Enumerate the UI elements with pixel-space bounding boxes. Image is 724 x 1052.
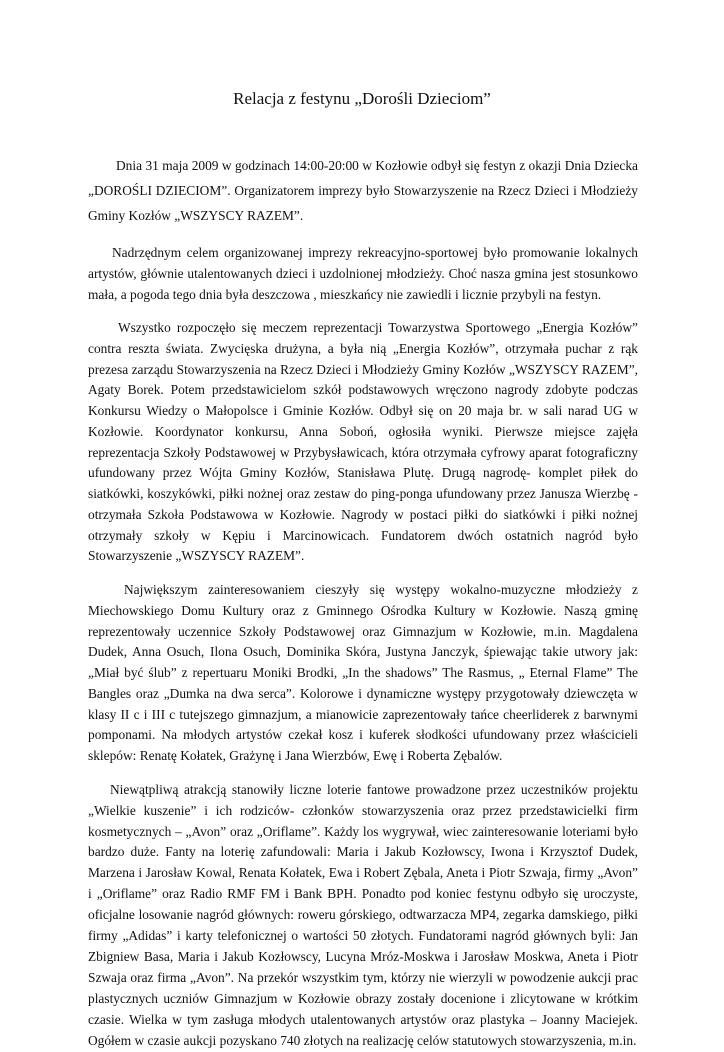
paragraph-lotteries-text: Niewątpliwą atrakcją stanowiły liczne loterie fantowe prowadzone przez uczestników projektu „Wielkie kuszenie” i ich rodziców- członków stowarzyszenia oraz przez przedstawicielki firm kosmetycznych – „Avon” oraz „Oriflame”. Każdy los wygrywał, wiec zainteresowanie loteriami było bardzo duże. Fanty na loterię zafundowali: Maria i Jakub Kozłowscy, Iwona i Krzysztof Dudek, Marzena i Jarosław Kowal, Renata Kołatek, Ewa i Robert Zębala, Aneta i Piotr Szwaja, firmy „Avon” i „Oriflame” oraz Radio RMF FM i Bank BPH. Ponadto pod koniec festynu odbyło się uroczyste, oficjalne losowanie nagród głównych: roweru górskiego, odtwarzacza MP4, zegarka damskiego, piłki firmy „Adidas” i karty telefonicznej o wartości 50 złotych. Fundatorami nagród głównych byli: Jan Zbigniew Basa, Maria i Jakub Kozłowscy, Lucyna Mróz-Moskwa i Jarosław Moskwa, Aneta i Piotr Szwaja oraz firma „Avon”. Na przekór wszystkim tym, którzy nie wierzyli w powodzenie aukcji prac plastycznych uczniów Gimnazjum w Kozłowie obrazy zostały docenione i zlicytowane w krótkim czasie. Wielka w tym zasługa młodych utalentowanych artystów oraz plastyka – Joanny Maciejek. Ogółem w czasie aukcji pozyskano 740 złotych na realizację celów statutowych stowarzyszenia, m.in.: [88, 781, 638, 1048]
paragraph-festival-intro: Dnia 31 maja 2009 w godzinach 14:00-20:00 w Kozłowie odbył się festyn z okazji Dnia Dziecka „DOROŚLI DZIECIOM”. Organizatorem imprezy było Stowarzyszenie na Rzecz Dzieci i Młodzieży Gminy Kozłów „WSZYSCY RAZEM”.: [88, 158, 638, 223]
paragraph-lotteries: [88, 780, 638, 1052]
paragraph-performances: Największym zainteresowaniem cieszyły się występy wokalno-muzyczne młodzieży z Miechowskiego Domu Kultury oraz z Gminnego Ośrodka Kultury w Kozłowie. Naszą gminę reprezentowały uczennice Szkoły Podstawowej oraz Gimnazjum w Kozłowie, m.in. Magdalena Dudek, Anna Osuch, Ilona Osuch, Dominika Skóra, Justyna Janczyk, śpiewając takie utwory jak: „Miał być ślub” z repertuaru Moniki Brodki, „In the shadows” The Rasmus, „ Eternal Flame” The Bangles oraz „Dumka na dwa serca”. Kolorowe i dynamiczne występy przygotowały dziewczęta w klasy II c i III c tutejszego gimnazjum, a mianowicie zaprezentowały tańce cheerliderek z barwnymi pomponami. Na młodych artystów czekał kosz i kuferek słodkości ufundowany przez właścicieli sklepów: Renatę Kołatek, Grażynę i Jana Wierzbów, Ewę i Roberta Zębalów.: [88, 582, 638, 763]
paragraph-main-goal: Nadrzędnym celem organizowanej imprezy rekreacyjno-sportowej było promowanie lokalnych artystów, głównie utalentowanych dzieci i uzdolnionej młodzieży. Choć nasza gmina jest stosunkowo mała, a pogoda tego dnia była deszczowa , mieszkańcy nie zawiedli i licznie przybyli na festyn.: [88, 245, 638, 302]
document-body: [88, 153, 638, 1052]
paragraph-match-and-awards: Wszystko rozpoczęło się meczem reprezentacji Towarzystwa Sportowego „Energia Kozłów” contra reszta świata. Zwycięska drużyna, a była nią „Energia Kozłów”, otrzymała puchar z rąk prezesa zarządu Stowarzyszenia na Rzecz Dzieci i Młodzieży Gminy Kozłów „WSZYSCY RAZEM”, Agaty Borek. Potem przedstawicielom szkół podstawowych wręczono nagrody zdobyte podczas Konkursu Wiedzy o Małopolsce i Gminie Kozłów. Odbył się on 20 maja br. w sali narad UG w Kozłowie. Koordynator konkursu, Anna Soboń, ogłosiła wyniki. Pierwsze miejsce zajęła reprezentacja Szkoły Podstawowej w Przybysławicach, która otrzymała cyfrowy aparat fotograficzny ufundowany przez Wójta Gminy Kozłów, Stanisława Plutę. Drugą nagrodę- komplet piłek do siatkówki, koszykówki, piłki nożnej oraz zestaw do ping-ponga ufundowany przez Janusza Wierzbę - otrzymała Szkoła Podstawowa w Kozłowie. Nagrody w postaci piłki do siatkówki i piłki nożnej otrzymały szkoły w Kępiu i Marcinowicach. Fundatorem dwóch ostatnich nagród było Stowarzyszenie „WSZYSCY RAZEM”.: [88, 320, 638, 564]
document-title: Relacja z festynu „Dorośli Dzieciom”: [233, 89, 491, 108]
